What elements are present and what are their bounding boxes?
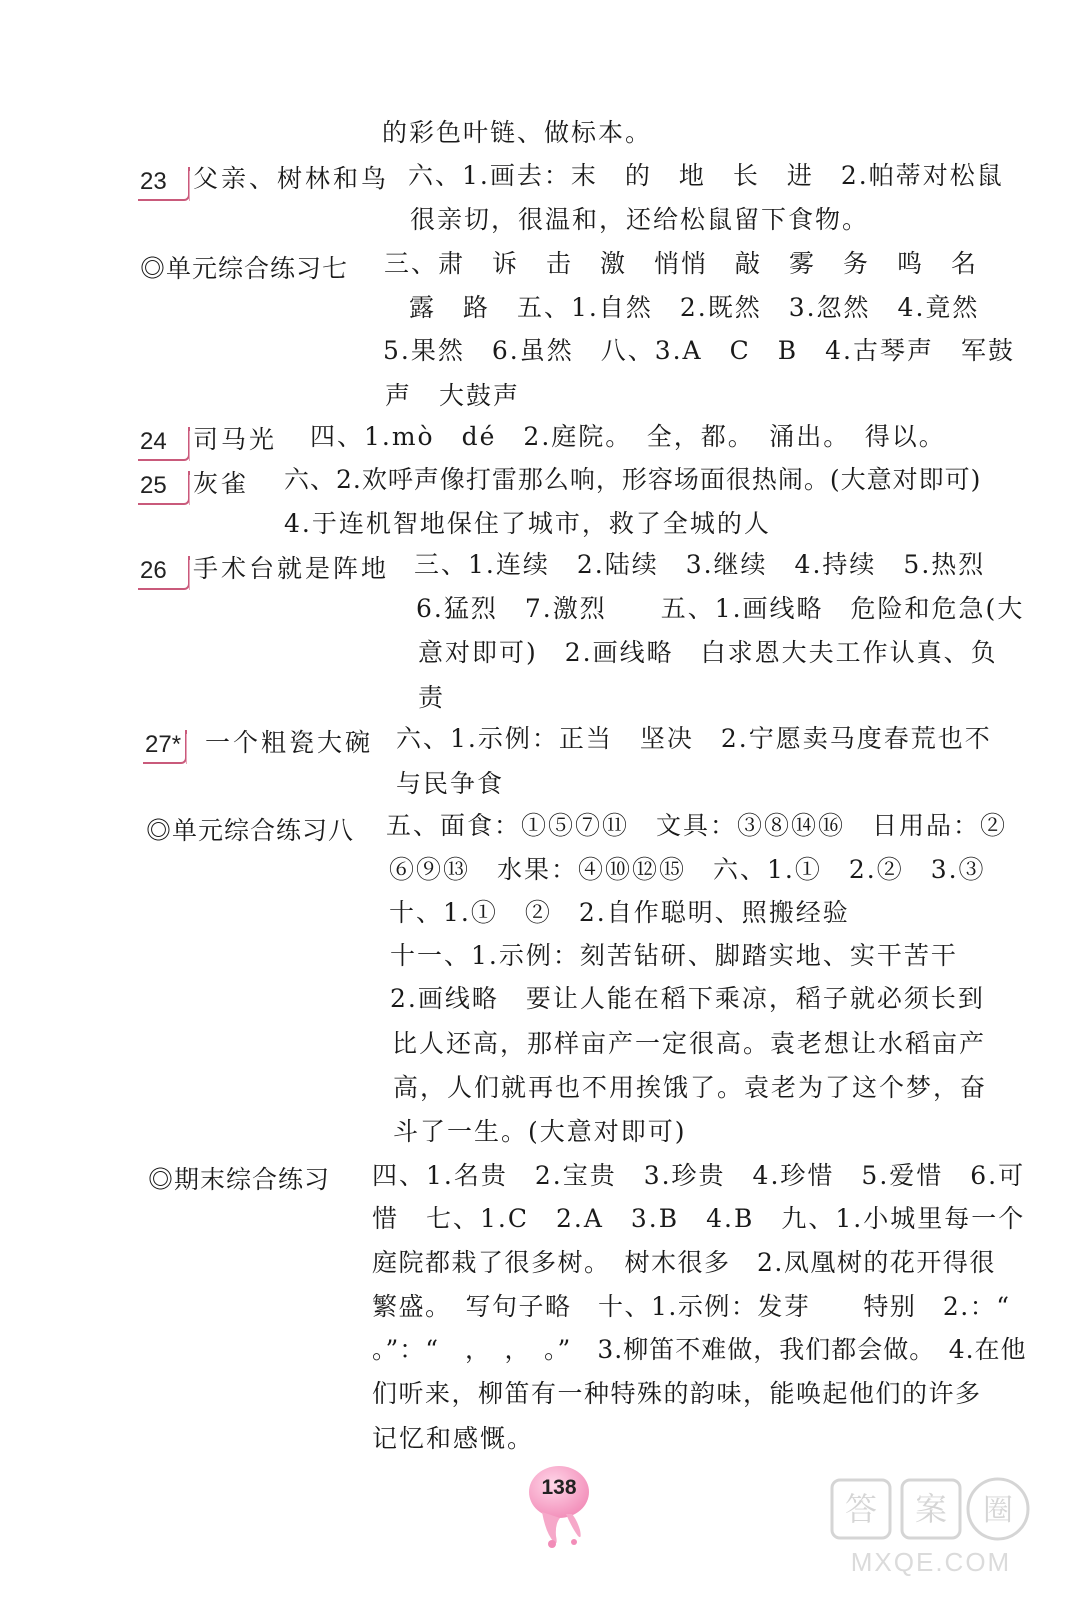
answer-line: 六、1.示例：正当 坚决 2.宁愿卖马度春荒也不 [396,724,992,753]
answer-line: 很亲切，很温和，还给松鼠留下食物。 [410,205,870,234]
answer-line: 高，人们就再也不用挨饿了。袁老为了这个梦，奋 [393,1073,988,1102]
page-number-badge [522,1462,596,1552]
svg-text:答: 答 [844,1490,878,1528]
answer-line: 5.果然 6.虽然 八、3.A C B 4.古琴声 军鼓 [383,336,1015,365]
answer-line: 露 路 五、1.自然 2.既然 3.忽然 4.竟然 [409,293,980,322]
lesson-number: 27* [145,731,182,758]
answer-line: 的彩色叶链、做标本。 [382,118,653,147]
answer-line: 4.于连机智地保住了城市，救了全城的人 [284,509,771,538]
answer-line: 记忆和感慨。 [372,1424,535,1453]
unit-title: ◎单元综合练习七 [140,255,349,283]
lesson-number: 26 [140,557,167,584]
answer-line: 6.猛烈 7.激烈 五、1.画线略 危险和危急(大 [416,594,1025,623]
lesson-number: 23 [140,168,167,195]
answer-line: 声 大鼓声 [385,381,521,410]
unit-title: ◎单元综合练习八 [146,817,355,845]
answer-line: 意对即可) 2.画线略 白求恩大夫工作认真、负 [418,638,998,667]
answer-line: 责 [418,683,446,712]
answer-line: 繁盛。 写句子略 十、1.示例：发芽 特别 2.：“ [372,1292,1011,1321]
watermark-text: MXQE.COM [850,1547,1012,1577]
page-number: 138 [541,1476,577,1499]
svg-text:圈: 圈 [983,1493,1013,1528]
answer-line: 。”：“ ， ， 。” 3.柳笛不难做，我们都会做。 4.在他 [372,1335,1027,1364]
answer-line: 三、1.连续 2.陆续 3.继续 4.持续 5.热烈 [414,550,986,579]
lesson-title: 父亲、树林和鸟 [193,164,390,193]
lesson-number: 25 [140,472,167,499]
answer-line: 十、1.① ② 2.自作聪明、照搬经验 [389,898,850,927]
answer-line: 2.画线略 要让人能在稻下乘凉，稻子就必须长到 [390,984,985,1013]
answer-line: 与民争食 [396,769,505,798]
answer-line: 四、1.mò dé 2.庭院。 全，都。 涌出。 得以。 [310,422,946,451]
answer-line: 比人还高，那样亩产一定很高。袁老想让水稻亩产 [392,1029,987,1058]
answer-line: 惜 七、1.C 2.A 3.B 4.B 九、1.小城里每一个 [372,1204,1026,1233]
lesson-title: 灰雀 [193,469,250,498]
answer-line: 三、肃 诉 击 激 悄悄 敲 雾 务 鸣 名 [384,249,979,278]
lesson-title: 手术台就是阵地 [193,554,390,583]
answer-line: 庭院都栽了很多树。 树木很多 2.凤凰树的花开得很 [372,1248,996,1277]
answer-line: 四、1.名贵 2.宝贵 3.珍贵 4.珍惜 5.爱惜 6.可 [372,1161,1026,1190]
answer-line: ⑥⑨⑬ 水果：④⑩⑫⑮ 六、1.① 2.② 3.③ [389,855,986,884]
watermark [826,1472,1036,1582]
lesson-number: 24 [140,428,167,455]
watermark-logo-icon [826,1472,1036,1552]
answer-line: 五、面食：①⑤⑦⑪ 文具：③⑧⑭⑯ 日用品：② [386,811,1008,840]
answer-line: 六、2.欢呼声像打雷那么响，形容场面很热闹。(大意对即可) [284,465,982,494]
lesson-title: 司马光 [193,425,278,454]
answer-line: 斗了一生。(大意对即可) [393,1117,687,1146]
answer-line: 六、1.画去：末 的 地 长 进 2.帕蒂对松鼠 [408,161,1004,190]
answer-line: 们听来，柳笛有一种特殊的韵味，能唤起他们的许多 [372,1379,982,1408]
lesson-title: 一个粗瓷大碗 [205,728,374,757]
unit-title: ◎期末综合练习 [148,1166,331,1194]
answer-line: 十一、1.示例：刻苦钻研、脚踏实地、实干苦干 [390,941,958,970]
svg-text:案: 案 [914,1490,948,1528]
